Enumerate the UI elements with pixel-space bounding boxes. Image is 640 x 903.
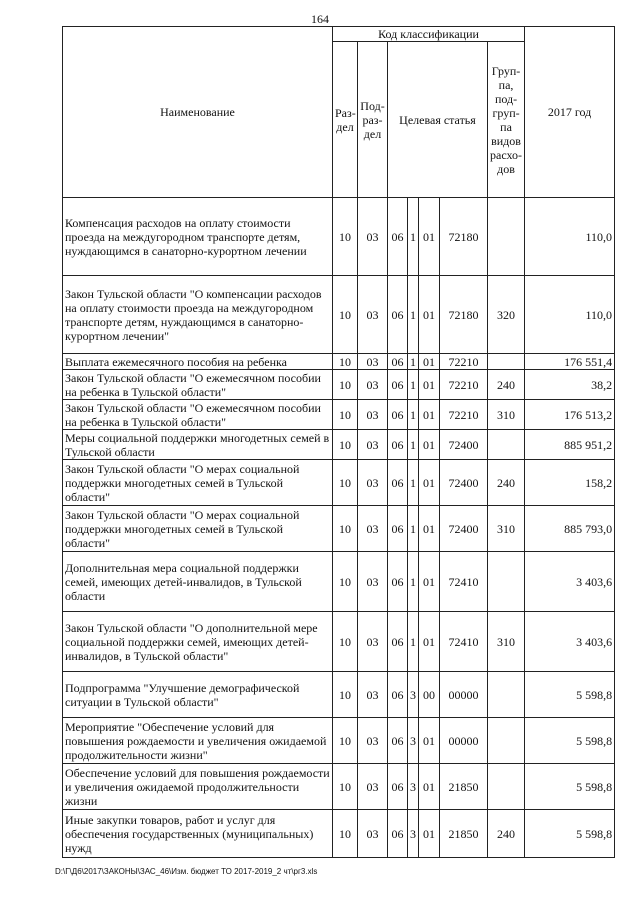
cell-t4: 72180	[440, 276, 488, 354]
cell-t1: 06	[388, 198, 408, 276]
cell-pr: 03	[358, 552, 388, 612]
cell-vr: 310	[488, 400, 525, 430]
cell-t1: 06	[388, 612, 408, 672]
cell-t1: 06	[388, 276, 408, 354]
table-row	[63, 506, 615, 552]
table-row	[63, 764, 615, 810]
cell-sum: 110,0	[525, 198, 615, 276]
header-section: Раз-дел	[333, 42, 358, 198]
cell-t2: 1	[408, 612, 419, 672]
cell-r: 10	[333, 552, 358, 612]
cell-pr: 03	[358, 718, 388, 764]
cell-sum: 5 598,8	[525, 718, 615, 764]
cell-vr: 310	[488, 612, 525, 672]
cell-vr	[488, 552, 525, 612]
cell-sum: 176 513,2	[525, 400, 615, 430]
header-name: Наименование	[63, 27, 333, 198]
cell-t3: 01	[419, 276, 440, 354]
cell-name: Закон Тульской области "О компенсации расходов на оплату стоимости проезда на междугородном транспорте детям, нуждающимся в санаторно-курортном лечении"	[63, 276, 333, 354]
cell-t4: 72210	[440, 370, 488, 400]
cell-t1: 06	[388, 430, 408, 460]
cell-r: 10	[333, 354, 358, 370]
cell-vr	[488, 764, 525, 810]
table-row	[63, 810, 615, 858]
cell-r: 10	[333, 400, 358, 430]
cell-name: Выплата ежемесячного пособия на ребенка	[63, 354, 333, 370]
cell-r: 10	[333, 612, 358, 672]
cell-r: 10	[333, 430, 358, 460]
cell-name: Компенсация расходов на оплату стоимости проезда на междугородном транспорте детям, нуждающимся в санаторно-курортном лечении	[63, 198, 333, 276]
cell-pr: 03	[358, 370, 388, 400]
cell-t4: 72410	[440, 552, 488, 612]
cell-t4: 72410	[440, 612, 488, 672]
cell-name: Меры социальной поддержки многодетных семей в Тульской области	[63, 430, 333, 460]
table-row	[63, 718, 615, 764]
cell-t2: 3	[408, 672, 419, 718]
cell-sum: 5 598,8	[525, 764, 615, 810]
cell-sum: 158,2	[525, 460, 615, 506]
cell-t3: 01	[419, 718, 440, 764]
cell-name: Мероприятие "Обеспечение условий для повышения рождаемости и увеличения ожидаемой продолжительности жизни"	[63, 718, 333, 764]
cell-t1: 06	[388, 552, 408, 612]
cell-t4: 72210	[440, 400, 488, 430]
cell-t2: 1	[408, 506, 419, 552]
cell-t3: 01	[419, 764, 440, 810]
cell-t2: 1	[408, 276, 419, 354]
header-subsection: Под-раз-дел	[358, 42, 388, 198]
cell-t1: 06	[388, 718, 408, 764]
cell-name: Закон Тульской области "О дополнительной мере социальной поддержки семей, имеющих детей-инвалидов, в Тульской области"	[63, 612, 333, 672]
cell-vr	[488, 672, 525, 718]
cell-name: Закон Тульской области "О ежемесячном пособии на ребенка в Тульской области"	[63, 400, 333, 430]
cell-r: 10	[333, 276, 358, 354]
cell-name: Подпрограмма "Улучшение демографической ситуации в Тульской области"	[63, 672, 333, 718]
cell-name: Закон Тульской области "О ежемесячном пособии на ребенка в Тульской области"	[63, 370, 333, 400]
cell-t1: 06	[388, 506, 408, 552]
cell-sum: 176 551,4	[525, 354, 615, 370]
cell-pr: 03	[358, 198, 388, 276]
cell-name: Обеспечение условий для повышения рождаемости и увеличения ожидаемой продолжительности жизни	[63, 764, 333, 810]
cell-r: 10	[333, 718, 358, 764]
cell-t3: 01	[419, 506, 440, 552]
cell-name: Иные закупки товаров, работ и услуг для обеспечения государственных (муниципальных) нужд	[63, 810, 333, 858]
cell-sum: 5 598,8	[525, 810, 615, 858]
cell-t2: 1	[408, 430, 419, 460]
cell-pr: 03	[358, 612, 388, 672]
cell-t2: 1	[408, 400, 419, 430]
file-path-footer: D:\Г\Д6\2017\ЗАКОНЫ\ЗАС_46\Изм. бюджет ТО 2017-2019_2 чт\рг3.xls	[55, 867, 318, 876]
cell-t2: 3	[408, 718, 419, 764]
cell-vr	[488, 718, 525, 764]
table-row	[63, 552, 615, 612]
cell-pr: 03	[358, 506, 388, 552]
cell-t3: 01	[419, 400, 440, 430]
cell-sum: 885 793,0	[525, 506, 615, 552]
cell-t4: 72400	[440, 506, 488, 552]
header-group: Груп-па, под-груп-па видов расхо-дов	[488, 42, 525, 198]
cell-r: 10	[333, 764, 358, 810]
cell-vr: 240	[488, 460, 525, 506]
cell-t2: 3	[408, 764, 419, 810]
cell-vr	[488, 198, 525, 276]
cell-t4: 72400	[440, 430, 488, 460]
cell-t4: 72210	[440, 354, 488, 370]
cell-t3: 01	[419, 612, 440, 672]
cell-r: 10	[333, 198, 358, 276]
table-row	[63, 460, 615, 506]
cell-t2: 1	[408, 552, 419, 612]
cell-vr: 310	[488, 506, 525, 552]
cell-sum: 110,0	[525, 276, 615, 354]
table-row	[63, 370, 615, 400]
cell-sum: 3 403,6	[525, 552, 615, 612]
table-row	[63, 354, 615, 370]
cell-pr: 03	[358, 354, 388, 370]
cell-sum: 3 403,6	[525, 612, 615, 672]
header-year: 2017 год	[525, 27, 615, 198]
cell-name: Закон Тульской области "О мерах социальной поддержки многодетных семей в Тульской области"	[63, 460, 333, 506]
cell-r: 10	[333, 370, 358, 400]
cell-r: 10	[333, 672, 358, 718]
cell-vr: 320	[488, 276, 525, 354]
budget-table	[62, 26, 615, 858]
cell-pr: 03	[358, 672, 388, 718]
cell-t3: 01	[419, 354, 440, 370]
cell-name: Дополнительная мера социальной поддержки семей, имеющих детей-инвалидов, в Тульской области	[63, 552, 333, 612]
cell-t2: 1	[408, 354, 419, 370]
cell-t3: 01	[419, 430, 440, 460]
cell-t1: 06	[388, 764, 408, 810]
cell-r: 10	[333, 506, 358, 552]
cell-t4: 72400	[440, 460, 488, 506]
cell-t3: 01	[419, 810, 440, 858]
table-row	[63, 198, 615, 276]
cell-t1: 06	[388, 370, 408, 400]
cell-t2: 1	[408, 198, 419, 276]
cell-r: 10	[333, 460, 358, 506]
cell-sum: 38,2	[525, 370, 615, 400]
cell-pr: 03	[358, 430, 388, 460]
cell-pr: 03	[358, 460, 388, 506]
cell-name: Закон Тульской области "О мерах социальной поддержки многодетных семей в Тульской области"	[63, 506, 333, 552]
table-row	[63, 612, 615, 672]
cell-t4: 00000	[440, 672, 488, 718]
cell-pr: 03	[358, 764, 388, 810]
cell-t4: 21850	[440, 810, 488, 858]
cell-pr: 03	[358, 276, 388, 354]
cell-t2: 3	[408, 810, 419, 858]
cell-t3: 01	[419, 198, 440, 276]
cell-t2: 1	[408, 370, 419, 400]
table-row	[63, 430, 615, 460]
cell-t1: 06	[388, 810, 408, 858]
cell-t4: 21850	[440, 764, 488, 810]
cell-vr: 240	[488, 370, 525, 400]
cell-t3: 01	[419, 552, 440, 612]
cell-t1: 06	[388, 400, 408, 430]
cell-t1: 06	[388, 672, 408, 718]
cell-vr	[488, 354, 525, 370]
header-target: Целевая статья	[388, 42, 488, 198]
cell-pr: 03	[358, 810, 388, 858]
cell-vr: 240	[488, 810, 525, 858]
cell-sum: 5 598,8	[525, 672, 615, 718]
cell-t4: 00000	[440, 718, 488, 764]
cell-t1: 06	[388, 354, 408, 370]
table-body	[63, 198, 615, 858]
cell-r: 10	[333, 810, 358, 858]
cell-t2: 1	[408, 460, 419, 506]
cell-vr	[488, 430, 525, 460]
cell-t4: 72180	[440, 198, 488, 276]
page-number: 164	[311, 12, 329, 26]
cell-t3: 01	[419, 460, 440, 506]
cell-pr: 03	[358, 400, 388, 430]
cell-t3: 01	[419, 370, 440, 400]
cell-t3: 00	[419, 672, 440, 718]
header-code: Код классификации	[333, 27, 525, 42]
table-row	[63, 276, 615, 354]
cell-t1: 06	[388, 460, 408, 506]
table-row	[63, 400, 615, 430]
cell-sum: 885 951,2	[525, 430, 615, 460]
table-row	[63, 672, 615, 718]
